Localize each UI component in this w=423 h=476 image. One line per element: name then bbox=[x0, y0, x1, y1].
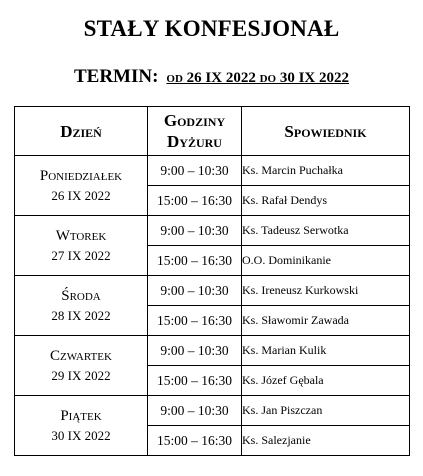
confessor-name: Ks. Rafał Dendys bbox=[242, 186, 410, 216]
term-label: TERMIN: bbox=[73, 66, 159, 87]
time-slot: 15:00 – 16:30 bbox=[148, 246, 242, 276]
schedule-table bbox=[14, 106, 410, 456]
header-day: Dzień bbox=[15, 107, 148, 156]
time-slot: 15:00 – 16:30 bbox=[148, 186, 242, 216]
confessor-name: Ks. Sławomir Zawada bbox=[242, 306, 410, 336]
table-row bbox=[15, 396, 410, 426]
time-slot: 15:00 – 16:30 bbox=[148, 366, 242, 396]
confessor-name: Ks. Józef Gębala bbox=[242, 366, 410, 396]
time-slot: 15:00 – 16:30 bbox=[148, 306, 242, 336]
confessor-name: Ks. Marcin Puchałka bbox=[242, 156, 410, 186]
confessor-name: Ks. Salezjanie bbox=[242, 426, 410, 456]
header-hours bbox=[148, 107, 242, 156]
table-row bbox=[15, 156, 410, 186]
time-slot: 15:00 – 16:30 bbox=[148, 426, 242, 456]
confessor-name: O.O. Dominikanie bbox=[242, 246, 410, 276]
day-cell bbox=[15, 216, 148, 276]
time-slot: 9:00 – 10:30 bbox=[148, 396, 242, 426]
day-name: Poniedziałek bbox=[39, 167, 123, 184]
confessor-name: Ks. Ireneusz Kurkowski bbox=[242, 276, 410, 306]
day-cell bbox=[15, 156, 148, 216]
day-name: Wtorek bbox=[55, 227, 107, 244]
table-row bbox=[15, 336, 410, 366]
header-confessor: Spowiednik bbox=[242, 107, 410, 156]
term-line bbox=[0, 66, 423, 88]
day-name: Środa bbox=[61, 287, 101, 304]
header-hours-line1: Godziny bbox=[163, 111, 226, 130]
day-date: 29 IX 2022 bbox=[51, 367, 111, 383]
confessor-name: Ks. Marian Kulik bbox=[242, 336, 410, 366]
day-name: Piątek bbox=[60, 407, 102, 424]
header-hours-line2: Dyżuru bbox=[167, 132, 222, 151]
time-slot: 9:00 – 10:30 bbox=[148, 216, 242, 246]
time-slot: 9:00 – 10:30 bbox=[148, 276, 242, 306]
table-row bbox=[15, 216, 410, 246]
time-slot: 9:00 – 10:30 bbox=[148, 156, 242, 186]
term-range: od 26 IX 2022 do 30 IX 2022 bbox=[166, 70, 350, 86]
page-title: STAŁY KONFESJONAŁ bbox=[83, 16, 340, 41]
day-date: 28 IX 2022 bbox=[51, 307, 111, 323]
time-slot: 9:00 – 10:30 bbox=[148, 336, 242, 366]
day-cell bbox=[15, 336, 148, 396]
table-header-row bbox=[15, 107, 410, 156]
day-date: 26 IX 2022 bbox=[51, 187, 111, 203]
table-row bbox=[15, 276, 410, 306]
day-cell bbox=[15, 276, 148, 336]
day-date: 27 IX 2022 bbox=[51, 247, 111, 263]
day-date: 30 IX 2022 bbox=[51, 427, 111, 443]
confessor-name: Ks. Jan Piszczan bbox=[242, 396, 410, 426]
day-cell bbox=[15, 396, 148, 456]
confessor-name: Ks. Tadeusz Serwotka bbox=[242, 216, 410, 246]
day-name: Czwartek bbox=[50, 347, 112, 364]
